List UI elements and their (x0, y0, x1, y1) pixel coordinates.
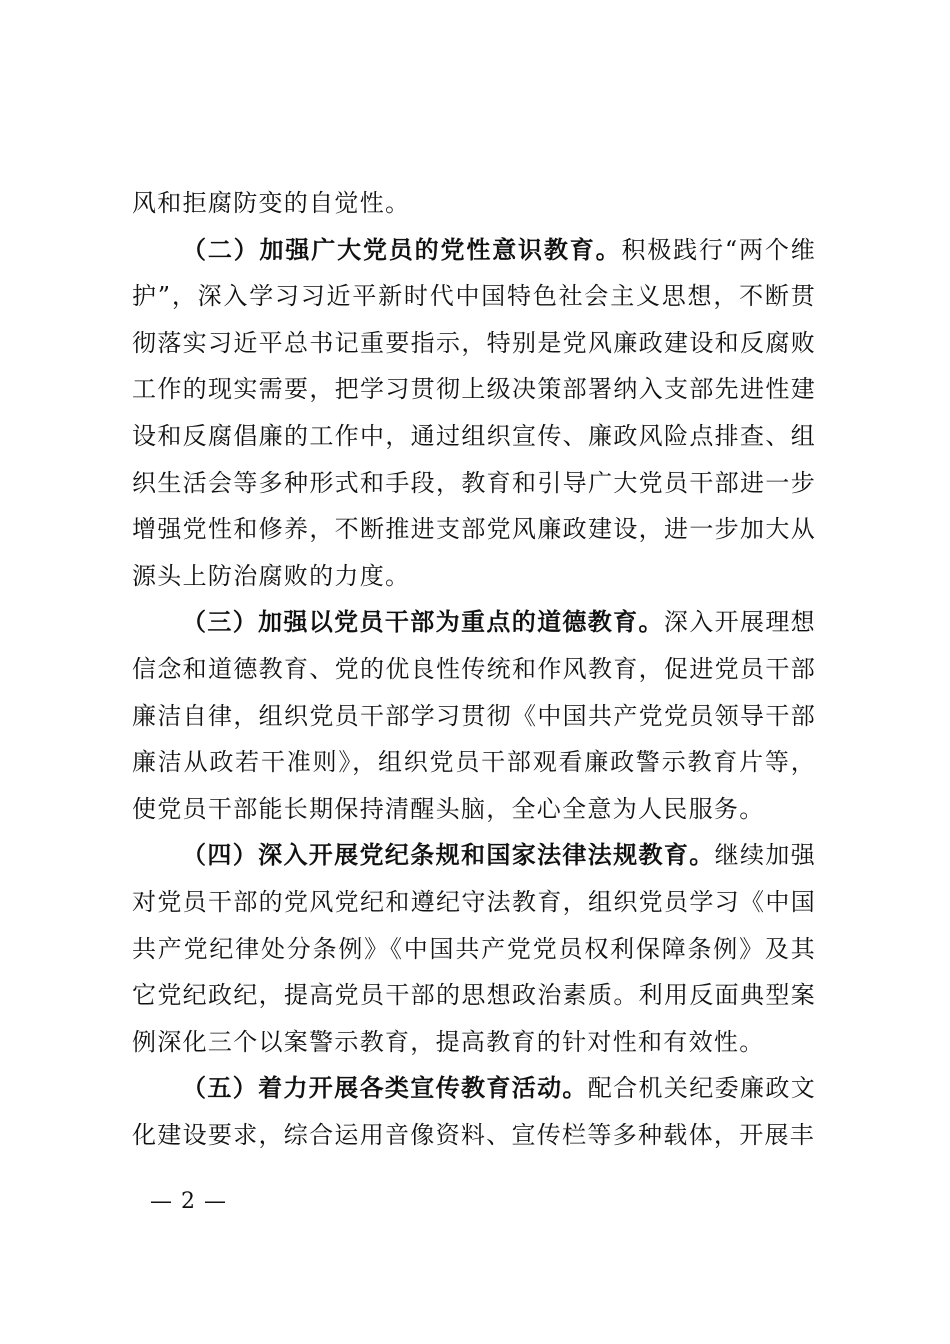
paragraph-5 (132, 1065, 816, 1158)
paragraph-4-text: 继续加强对党员干部的党风党纪和遵纪守法教育，组织党员学习《中国共产党纪律处分条例》《中国共产党党员权利保障条例》及其它党纪政纪，提高党员干部的思想政治素质。利用反面典型案例深化三个以案警示教育，提高教育的针对性和有效性。 (132, 841, 816, 1056)
paragraph-3-text: 深入开展理想信念和道德教育、党的优良性传统和作风教育，促进党员干部廉洁自律，组织党员干部学习贯彻《中国共产党党员领导干部廉洁从政若干准则》，组织党员干部观看廉政警示教育片等，使党员干部能长期保持清醒头脑，全心全意为人民服务。 (132, 608, 816, 823)
paragraph-2 (132, 227, 816, 600)
paragraph-2-text: 积极践行“两个维护”，深入学习习近平新时代中国特色社会主义思想，不断贯彻落实习近平总书记重要指示，特别是党风廉政建设和反腐败工作的现实需要，把学习贯彻上级决策部署纳入支部先进性建设和反腐倡廉的工作中，通过组织宣传、廉政风险点排查、组织生活会等多种形式和手段，教育和引导广大党员干部进一步增强党性和修养，不断推进支部党风廉政建设，进一步加大从源头上防治腐败的力度。 (132, 235, 816, 590)
paragraph-4 (132, 832, 816, 1065)
section-heading-5: （五）着力开展各类宣传教育活动。 (182, 1073, 588, 1103)
section-heading-4: （四）深入开展党纪条规和国家法律法规教育。 (182, 840, 715, 870)
section-heading-2: （二）加强广大党员的党性意识教育。 (182, 234, 622, 264)
page-number: — 2 — (150, 1189, 227, 1214)
body-text (132, 180, 816, 1158)
section-heading-3: （三）加强以党员干部为重点的道德教育。 (182, 607, 664, 637)
paragraph-3 (132, 599, 816, 832)
paragraph-5-text: 配合机关纪委廉政文化建设要求，综合运用音像资料、宣传栏等多种载体，开展丰 (132, 1074, 816, 1149)
paragraph-1 (132, 180, 816, 227)
paragraph-1-text: 风和拒腐防变的自觉性。 (132, 189, 411, 217)
